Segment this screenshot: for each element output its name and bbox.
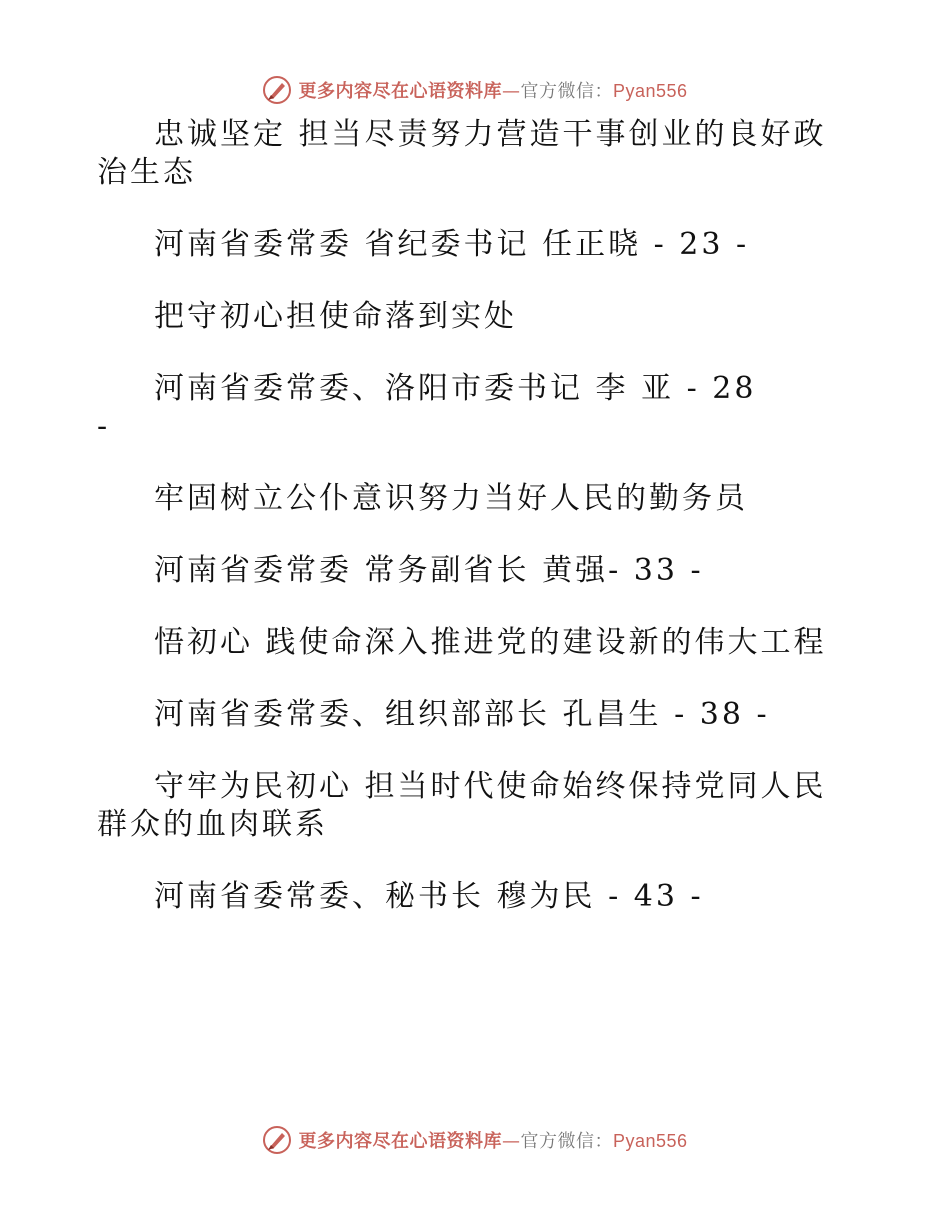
text-line: 河南省委常委、洛阳市委书记 李 亚 - 28 [154, 371, 757, 406]
text-line: 治生态 [97, 155, 196, 190]
text-line: 忠诚坚定 担当尽责努力营造干事创业的良好政 [154, 117, 827, 152]
text-line: 牢固树立公仆意识努力当好人民的勤务员 [154, 481, 748, 516]
watermark-footer [0, 1122, 950, 1158]
text-line: 河南省委常委 常务副省长 黄强- 33 - [154, 553, 704, 588]
text-line: 河南省委常委 省纪委书记 任正晓 - 23 - [154, 227, 750, 262]
text-line: 悟初心 践使命深入推进党的建设新的伟大工程 [154, 625, 827, 660]
text-line: - [97, 409, 111, 444]
watermark-text [298, 1127, 687, 1153]
text-line: 把守初心担使命落到实处 [154, 299, 517, 334]
text-line: 河南省委常委、组织部部长 孔昌生 - 38 - [154, 697, 770, 732]
watermark-separator: — [501, 1131, 521, 1152]
watermark-main: 更多内容尽在心语资料库 [298, 1131, 502, 1152]
pen-seal-icon [262, 1125, 292, 1155]
document-body [97, 116, 857, 916]
text-line: 河南省委常委、秘书长 穆为民 - 43 - [154, 879, 704, 914]
watermark-id: Pyan556 [612, 81, 688, 101]
text-line: 守牢为民初心 担当时代使命始终保持党同人民 [154, 769, 827, 804]
watermark-official: 官方微信： [520, 81, 613, 102]
watermark-text [298, 77, 687, 103]
watermark-id: Pyan556 [612, 1131, 688, 1151]
watermark-header [0, 72, 950, 108]
watermark-official: 官方微信： [520, 1131, 613, 1152]
watermark-separator: — [501, 81, 521, 102]
watermark-main: 更多内容尽在心语资料库 [298, 81, 502, 102]
pen-seal-icon [262, 75, 292, 105]
text-line: 群众的血肉联系 [97, 807, 328, 842]
